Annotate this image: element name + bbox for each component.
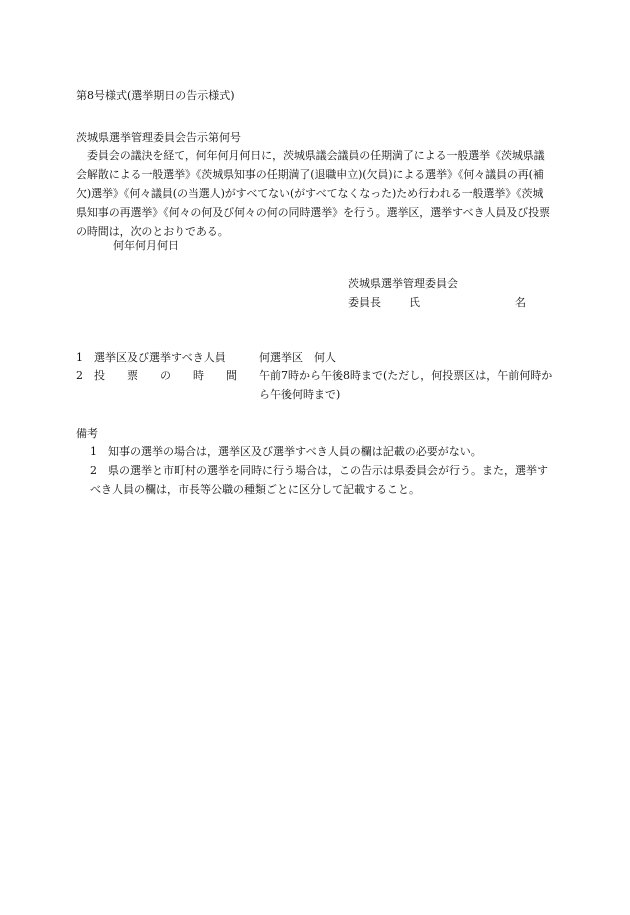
item-1-label: 1 選挙区及び選挙すべき人員 — [76, 351, 226, 364]
date-line: 何年何月何日 — [113, 239, 179, 252]
signature-uji: 氏 — [409, 296, 420, 309]
item-1-value: 何選挙区 何人 — [259, 351, 336, 364]
signature-mei: 名 — [515, 296, 526, 309]
signature-committee: 茨城県選挙管理委員会 — [348, 277, 458, 290]
remark-2: 2 県の選挙と市町村の選挙を同時に行う場合は，この告示は県委員会が行う。また，選挙すべき人員の欄は，市長等公職の種類ごとに区分して記載すること。 — [90, 464, 548, 496]
form-title: 第8号様式(選挙期日の告示様式) — [76, 89, 235, 102]
remarks-heading: 備考 — [76, 427, 98, 440]
item-2-label: 2 投 票 の 時 間 — [76, 369, 237, 382]
notice-number: 茨城県選挙管理委員会告示第何号 — [76, 131, 241, 144]
signature-role: 委員長 — [348, 296, 381, 309]
item-2-value: 午前7時から午後8時まで(ただし，何投票区は，午前何時から午後何時まで) — [259, 369, 553, 401]
remark-1: 1 知事の選挙の場合は，選挙区及び選挙すべき人員の欄は記載の必要がない。 — [90, 445, 482, 458]
body-paragraph: 委員会の議決を経て，何年何月何日に，茨城県議会議員の任期満了による一般選挙《茨城県議会解散による一般選挙》《茨城県知事の任期満了(退職申立)(欠員)による選挙》《何々議員の再(補欠)選挙》《何々議員(の当選人)がすべてない(がすべてなくなった)ため行われる一般選挙》《茨城県知事の再選挙》《何々の何及び何々の何の同時選挙》を行う。選挙区，選挙すべき人員及び投票の時間は，次のとおりである。 — [76, 149, 550, 238]
